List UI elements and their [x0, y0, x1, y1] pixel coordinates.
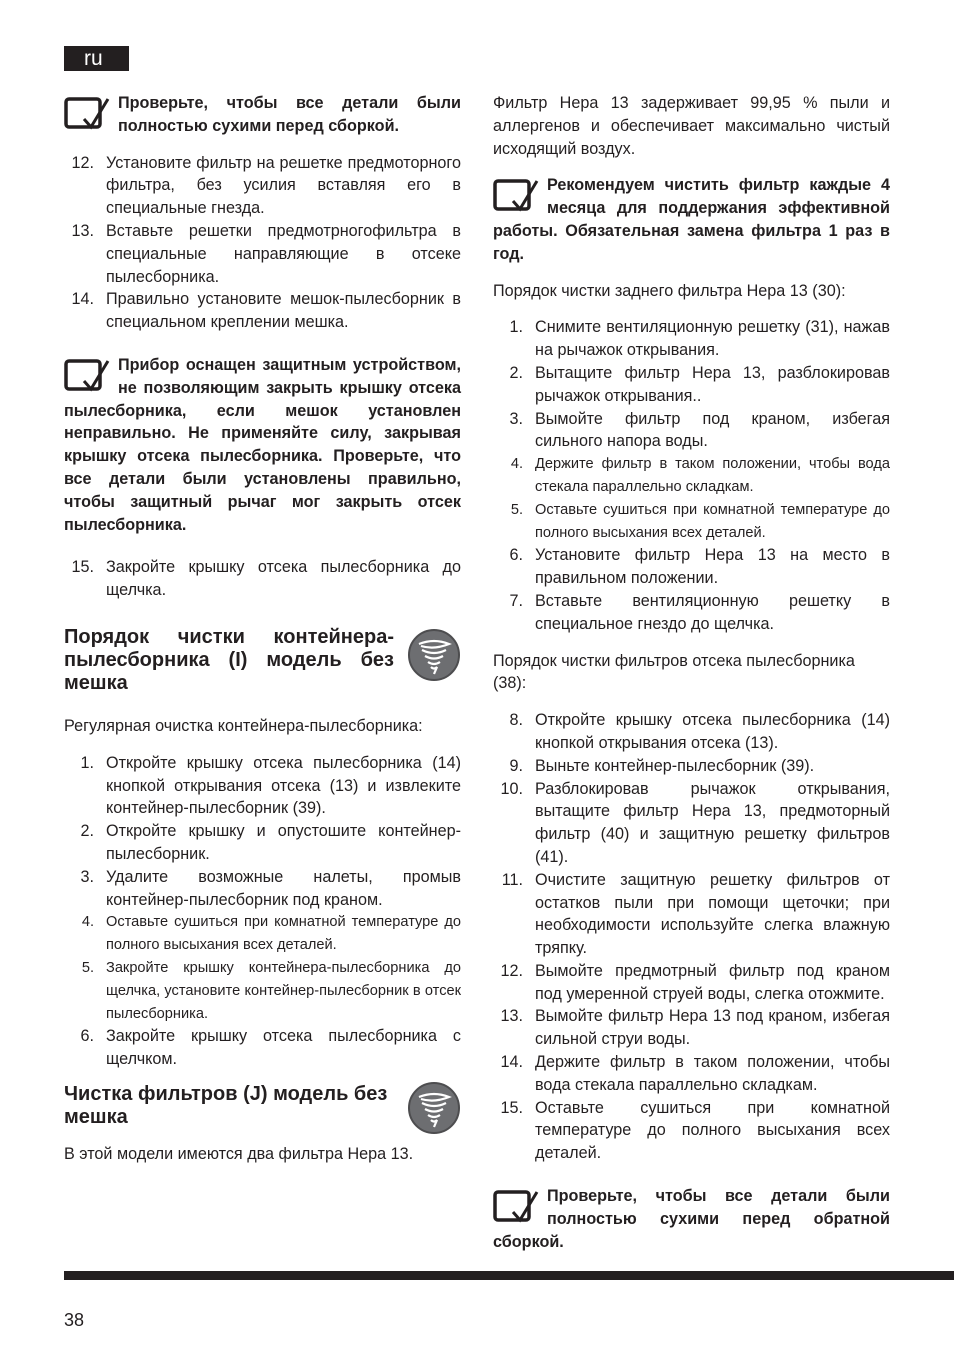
paragraph: Порядок чистки заднего фильтра Hepa 13 (30):	[493, 281, 846, 300]
list-item: 13. Вставьте решетки предмотрногофильтра в специальные направляющие в отсеке пылесборника.	[71, 221, 461, 286]
checkbox-note-icon	[493, 177, 541, 213]
list-item: 12. Установите фильтр на решетке предмоторного фильтра, без усилия вставляя его в специальные гнезда.	[71, 153, 461, 218]
note-cleaning-interval: Рекомендуем чистить фильтр каждые 4 месяца для поддержания эффективной работы. Обязательная замена фильтра 1 раз в год.	[493, 176, 890, 263]
note-safety-device: Прибор оснащен защитным устройством, не позволяющим закрыть крышку отсека пылесборника, если мешок установлен неправильно. Не применяйте силу, закрывая крышку отсека пылесборника. Проверьте, что все детали были установлены правильно, чтобы защитный рычаг мог закрыть отсек пылесборника.	[64, 355, 461, 534]
list-item: 13. Вымойте фильтр Hepa 13 под краном, избегая сильной струи воды.	[500, 1007, 890, 1049]
list-item: 2. Откройте крышку и опустошите контейнер-пылесборник.	[80, 822, 461, 863]
cyclone-icon	[407, 628, 461, 682]
note-dry-before-reassembly: Проверьте, чтобы все детали были полностью сухими перед обратной сборкой.	[493, 1187, 890, 1251]
right-column	[493, 92, 890, 1253]
list-item: 10. Разблокировав рычажок открывания, вытащите фильтр Hepa 13, предмоторный фильтр (40) и защитную решетку фильтров (41).	[500, 779, 890, 866]
page-number: 38	[64, 1310, 85, 1330]
section-heading-container-cleaning: Порядок чистки контейнера- пылесборника (I) модель без мешка	[64, 626, 461, 695]
note-dry-parts: Проверьте, чтобы все детали были полностью сухими перед сборкой.	[64, 92, 461, 138]
cyclone-icon	[407, 1081, 461, 1135]
paragraph: Фильтр Hepa 13 задерживает 99,95 % пыли и аллергенов и обеспечивает максимально чистый исходящий воздух.	[493, 94, 890, 158]
paragraph: В этой модели имеются два фильтра Hepa 13.	[64, 1144, 414, 1163]
list-item: 9. Выньте контейнер-пылесборник (39).	[509, 756, 815, 775]
checkbox-note-icon	[64, 357, 112, 393]
list-item: 11. Очистите защитную решетку фильтров от остатков пыли при помощи щеточки; при необходимости используйте слегка влажную тряпку.	[501, 870, 890, 958]
steps-list	[64, 152, 461, 334]
list-item: 3. Удалите возможные налеты, промыв контейнер-пылесборник под краном.	[80, 867, 461, 909]
steps-list	[64, 556, 461, 602]
list-item: 4. Держите фильтр в таком положении, чтобы вода стекала параллельно складкам.	[510, 456, 890, 495]
checkbox-note-icon	[493, 1188, 541, 1224]
list-item: 4. Оставьте сушиться при комнатной температуре до полного высыхания всех деталей.	[81, 914, 461, 954]
footer-divider	[64, 1271, 954, 1280]
list-item: 1. Откройте крышку отсека пылесборника (14) кнопкой открывания отсека (13) и извлеките контейнер-пылесборник (39).	[80, 753, 461, 818]
list-item: 14. Держите фильтр в таком положении, чтобы вода стекала параллельно складкам.	[500, 1053, 890, 1094]
checkbox-note-icon	[64, 95, 112, 131]
list-item: 2. Вытащите фильтр Hepa 13, разблокировав рычажок открывания..	[509, 363, 890, 405]
steps-list	[493, 709, 890, 1165]
list-item: 6. Закройте крышку отсека пылесборника с щелчком.	[80, 1027, 461, 1069]
list-item: 8. Откройте крышку отсека пылесборника (14) кнопкой открывания отсека (13).	[509, 711, 890, 752]
section-heading-filter-cleaning: Чистка фильтров (J) модель без мешка	[64, 1083, 461, 1129]
left-column	[64, 92, 461, 1166]
list-item: 5. Закройте крышку контейнера-пылесборника до щелчка, установите контейнер-пылесборник в отсек пылесборника.	[81, 959, 461, 1022]
list-item: 15. Оставьте сушиться при комнатной температуре до полного высыхания всех деталей.	[500, 1098, 890, 1163]
list-item: 12. Вымойте предмотрный фильтр под краном под умеренной струей воды, слегка отожмите.	[500, 961, 890, 1003]
list-item: 14. Правильно установите мешок-пылесборник в специальном креплении мешка.	[71, 290, 461, 332]
list-item: 3. Вымойте фильтр под краном, избегая сильного напора воды.	[509, 409, 890, 451]
list-item: 15. Закройте крышку отсека пылесборника до щелчка.	[71, 558, 461, 600]
paragraph: Регулярная очистка контейнера-пылесборника:	[64, 716, 423, 735]
list-item: 1. Снимите вентиляционную решетку (31), нажав на рычажок открывания.	[509, 318, 890, 360]
list-item: 6. Установите фильтр Hepa 13 на место в правильном положении.	[509, 546, 890, 588]
steps-list	[493, 316, 890, 635]
list-item: 5. Оставьте сушиться при комнатной температуре до полного высыхания всех деталей.	[510, 501, 890, 541]
paragraph: Порядок чистки фильтров отсека пылесборника (38):	[493, 651, 855, 693]
list-item: 7. Вставьте вентиляционную решетку в специальное гнездо до щелчка.	[509, 591, 890, 633]
steps-list	[64, 752, 461, 1071]
language-badge: ru	[64, 46, 129, 71]
